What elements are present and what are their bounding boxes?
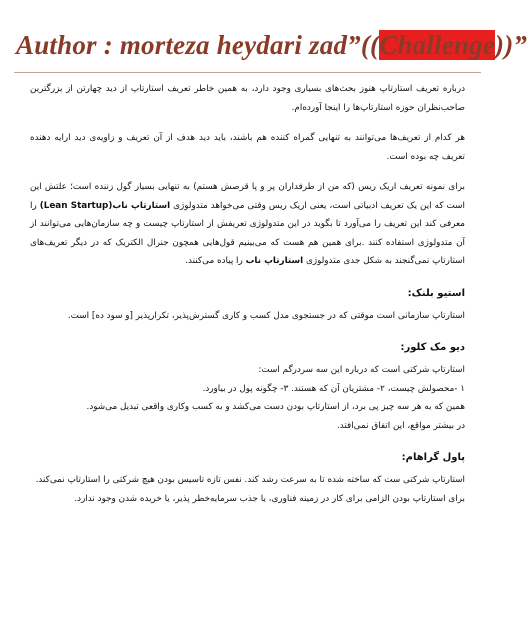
section-line: استارتاپ شرکتی است که درباره این سه سردرگم است: bbox=[258, 365, 465, 375]
paragraph-text: برای نمونه تعریف اریک ریس (که من از طرفداران پر و پا قرصش هستم) به تنهایی بسیار گول زننده است؛ علتش این است که این یک تعریف ادبیاتی است، یعنی اریک ریس وقتی می‌خواهد متدولوژی bbox=[30, 182, 465, 211]
paragraph-text: را معرفی کند این تعریف را می‌آورد تا بگوید در این متدولوژی تعریفش از استارتاپ چیست و چه سازمان‌هایی می‌توانند از آن متدولوژی استفاده کنند .برای همین هم هست که می‌بینیم قول‌هایی همچون جنرال الکتریک که در دیگر تعریف‌های استارتاپ نمی‌گنجند به شکل جدی متدولوژی bbox=[30, 200, 465, 266]
lean-startup-term: استارتاپ ناب bbox=[245, 256, 304, 266]
section-heading-paul-graham: پاول گراهام: bbox=[401, 452, 465, 463]
document-header bbox=[0, 0, 527, 78]
caution-paragraph: هر کدام از تعریف‌ها می‌توانند به تنهایی گمراه کننده هم باشند، باید دید هدف از آن تعریف و زاویه‌ی دید ارایه دهنده تعریف چه بوده است. bbox=[30, 133, 465, 162]
eric-ries-paragraph bbox=[30, 178, 465, 271]
section-line: برای استارتاپ بودن الزامی برای کار در زمینه فناوری، یا جذب سرمایه‌خطر پذیر، یا خریده شدن وجود ندارد. bbox=[74, 493, 465, 504]
section-line: استارتاپ سازمانی است موقتی که در جستجوی مدل کسب و کاری گسترش‌پذیر، تکرارپذیر [و سود ده] است. bbox=[67, 310, 465, 321]
paragraph-text: را پیاده می‌کنند. bbox=[185, 256, 246, 266]
section-line: در بیشتر مواقع، این اتفاق نمی‌افتد. bbox=[336, 420, 465, 431]
document-body bbox=[30, 80, 465, 508]
lean-startup-term: استارتاپ ناب(Lean Startup) bbox=[39, 200, 171, 211]
section-heading-dave-mcclure: دیو مک کلور: bbox=[400, 342, 465, 353]
title-prefix: Author : morteza heydari zad”(( bbox=[16, 30, 380, 60]
author-title bbox=[16, 30, 527, 61]
intro-paragraph: درباره تعریف استارتاپ هنوز بحث‌های بسیاری وجود دارد، به همین خاطر تعریف استارتاپ از دید چهارتن از بزرگترین صاحب‌نظران حوزه استارتاپ‌ها را اینجا آورده‌ام. bbox=[30, 84, 465, 113]
header-divider bbox=[14, 72, 481, 73]
title-highlight: Challenge bbox=[379, 30, 496, 60]
section-heading-steve-blank: استیو بلنک: bbox=[407, 287, 465, 299]
section-line: استارتاپ شرکتی ست که ساخته شده تا به سرعت رشد کند. نفس تازه تاسیس بودن هیچ شرکتی را استارتاپ نمی‌کند. bbox=[35, 475, 465, 485]
section-line: ۱ -محصولش چیست، ۲- مشتریان آن که هستند. ۳- چگونه پول در بیاورد. bbox=[202, 383, 465, 394]
section-line: همین که به هر سه چیز پی برد، از استارتاپ بودن دست می‌کشد و به کسب وکاری واقعی تبدیل می‌شود. bbox=[86, 402, 465, 412]
title-suffix: ))” bbox=[495, 30, 527, 60]
